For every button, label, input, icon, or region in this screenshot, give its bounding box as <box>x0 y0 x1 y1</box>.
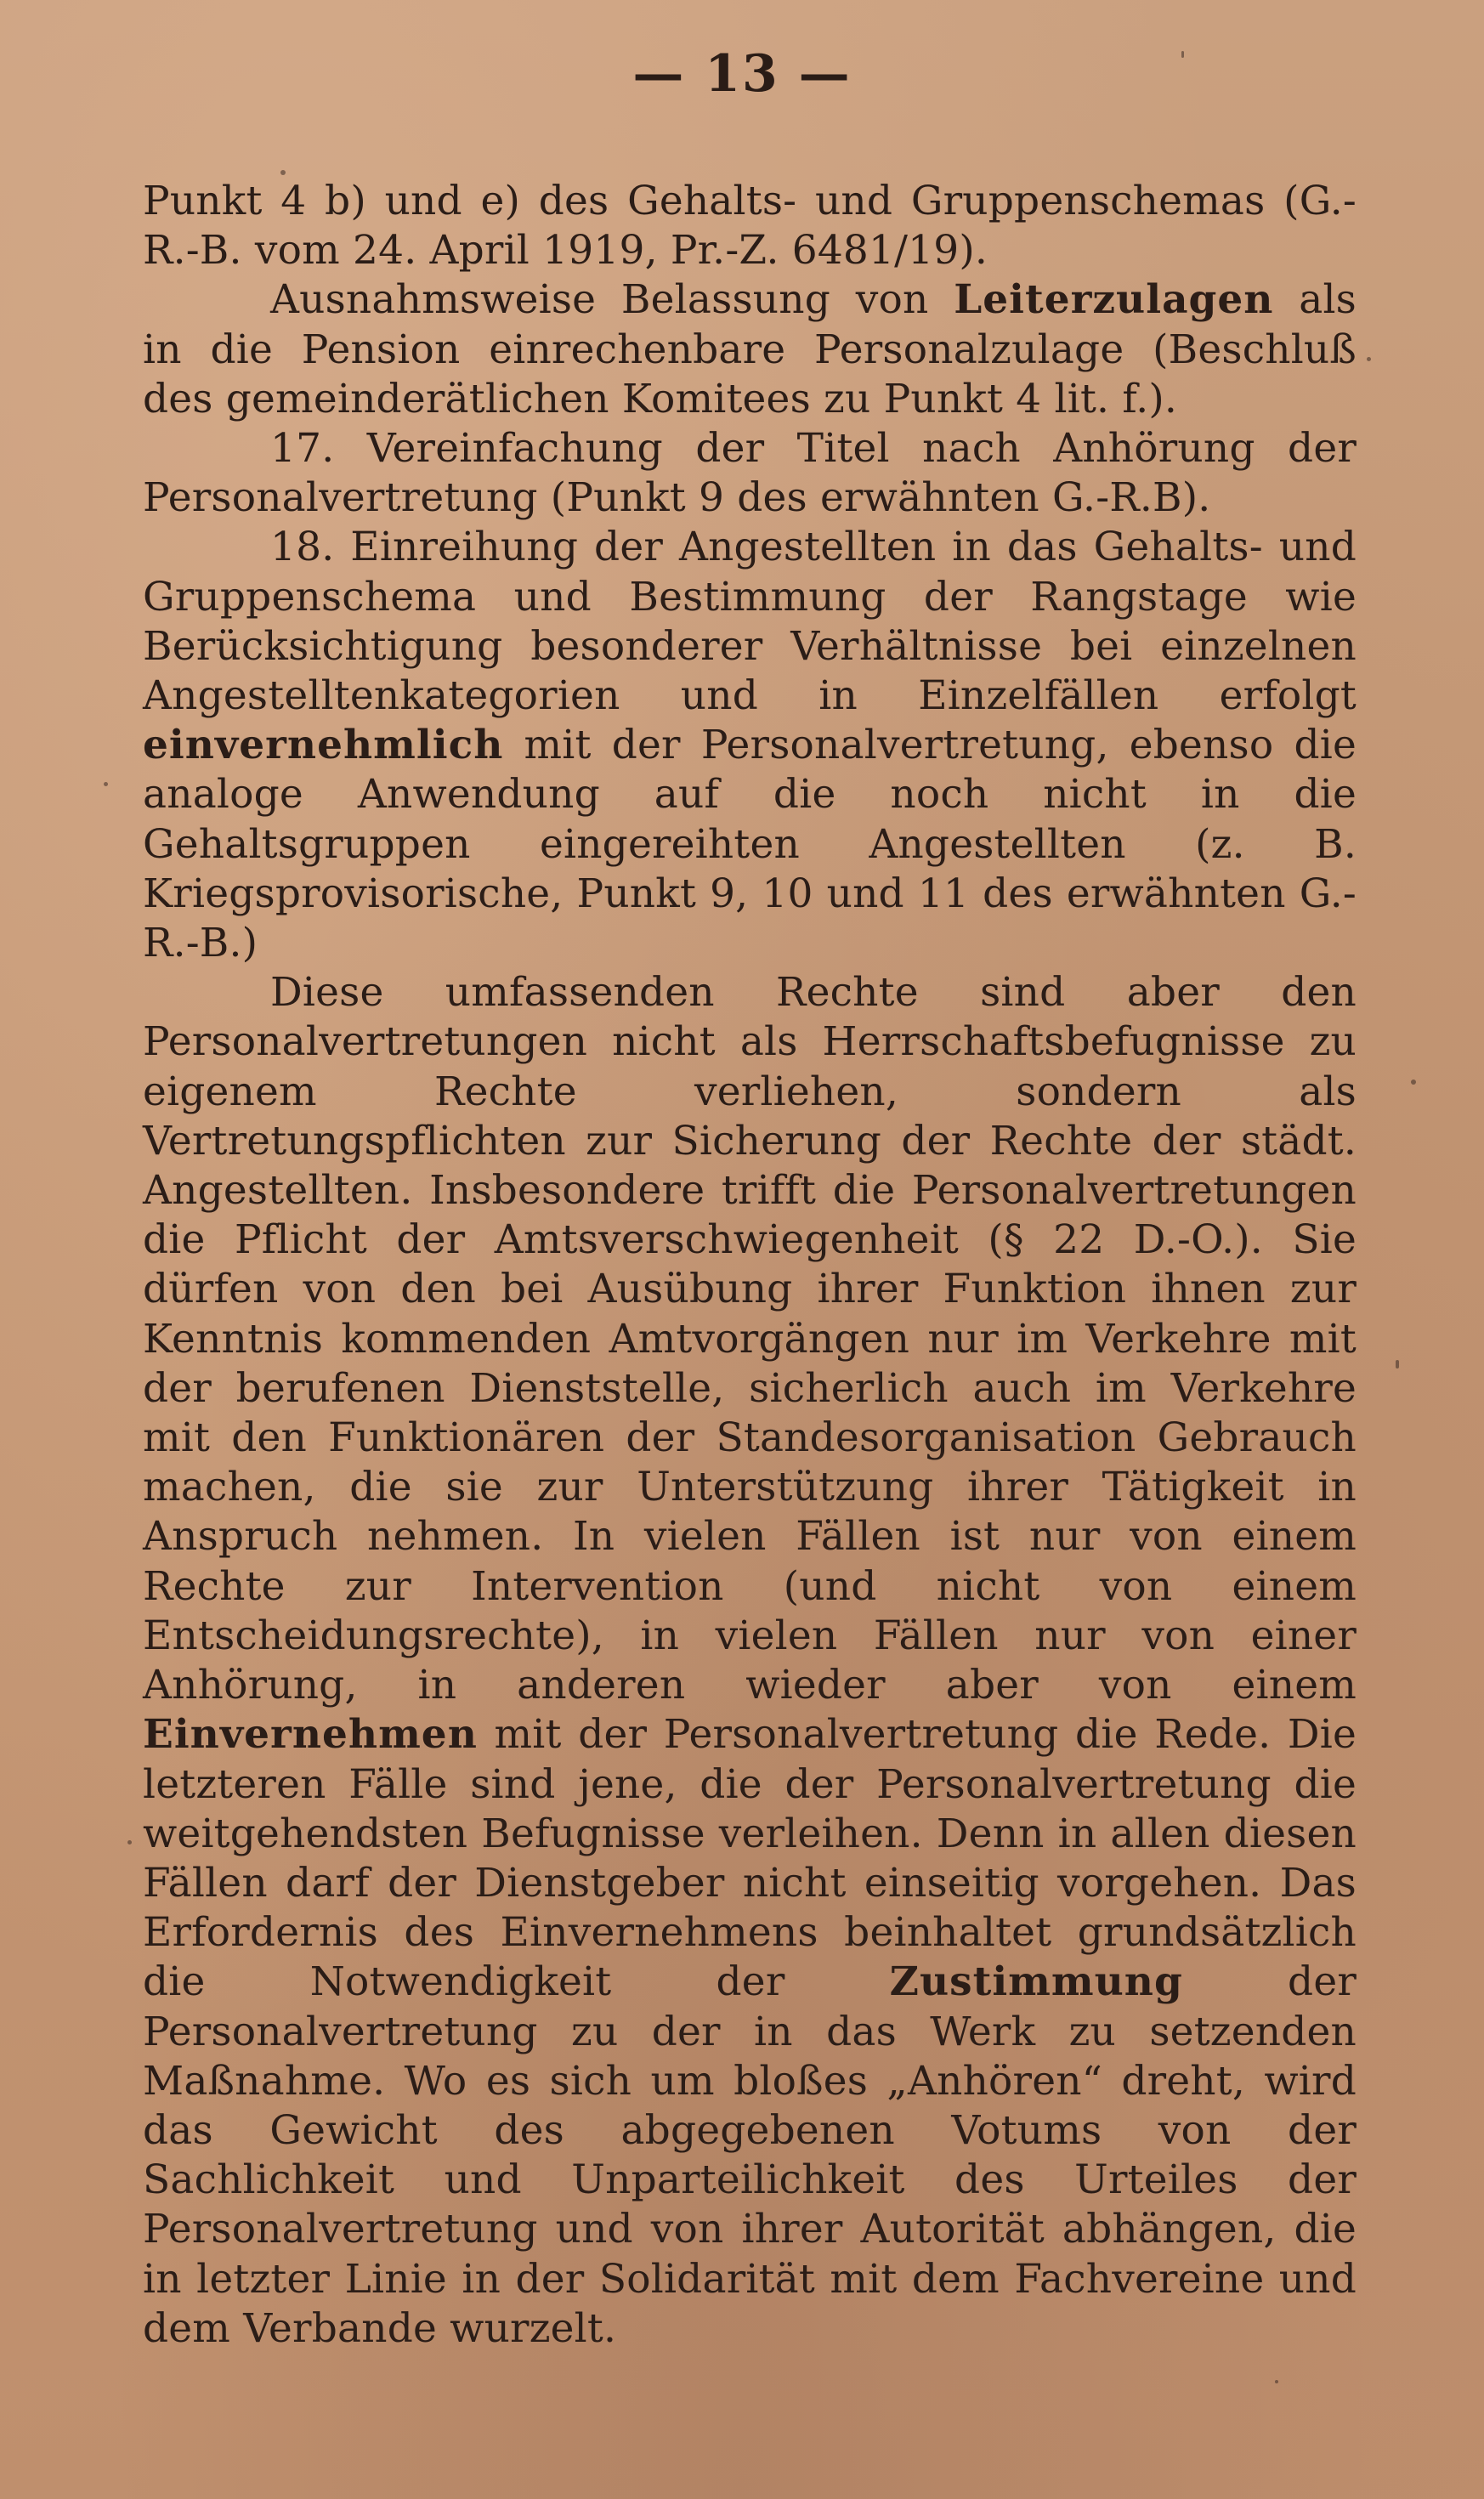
paragraph-rechte <box>143 968 1357 2354</box>
emphasis-leiterzulagen: Leiterzulagen <box>954 276 1274 324</box>
emphasis-einvernehmlich: einvernehmlich <box>143 722 504 769</box>
paragraph-18 <box>143 523 1357 968</box>
text-run: Diese umfassenden Rechte sind aber den Personalvertretungen nicht als Herrschaftsbefugnisse zu eigenem Rechte verliehen, sondern als Vertretungspflichten zur Sicherung der Rechte der städt. Angestellten. Insbesondere trifft die Personalvertretungen die Pflicht der Amtsverschwiegenheit (§ 22 D.-O.). Sie dürfen von den bei Ausübung ihrer Funktion ihnen zur Kenntnis kommenden Amtvorgängen nur im Verkehre mit der berufenen Dienststelle, sicherlich auch im Verkehre mit den Funktionären der Standesorganisation Gebrauch machen, die sie zur Unterstützung ihrer Tätigkeit in Anspruch nehmen. In vielen Fällen ist nur von einem Rechte zur Intervention (und nicht von einem Entscheidungsrechte), in vielen Fällen nur von einer Anhörung, in anderen wieder aber von einem <box>143 969 1357 1709</box>
emphasis-einvernehmen: Einvernehmen <box>143 1711 478 1759</box>
paper-speck <box>104 782 108 786</box>
text-run: Ausnahmsweise Belassung von <box>270 276 954 324</box>
paragraph-leiterzulagen <box>143 275 1357 424</box>
paper-speck <box>1275 2380 1278 2383</box>
page-number: — 13 — <box>632 44 852 104</box>
text-run: mit der Personalvertretung die Rede. Die letzteren Fälle sind jene, die der Personalvertretung die weitgehendsten Befugnisse verleihen. Denn in allen diesen Fällen darf der Dienstgeber nicht einseitig vorgehen. Das Erfordernis des Einvernehmens beinhaltet grundsätzlich die Notwendigkeit der <box>143 1711 1357 2006</box>
body-text <box>143 177 1357 2354</box>
text-run: der Personalvertretung zu der in das Werk zu setzenden Maßnahme. Wo es sich um bloßes „Anhören“ dreht, wird das Gewicht des abgegebenen Votums von der Sachlichkeit und Unparteilichkeit des Urteiles der Personalvertretung und von ihrer Autorität abhängen, die in letzter Linie in der Solidarität mit dem Fachvereine und dem Verbande wurzelt. <box>143 1958 1357 2352</box>
paragraph-17 <box>143 424 1357 523</box>
paper-speck <box>127 1840 132 1844</box>
paper-speck <box>1396 1360 1399 1368</box>
emphasis-zustimmung: Zustimmung <box>889 1958 1183 2006</box>
text-run: mit der Personalvertretung, ebenso die analoge Anwendung auf die noch nicht in die Gehaltsgruppen eingereihten Angestellten (z. B. Kriegsprovisorische, Punkt 9, 10 und 11 des erwähnten G.-R.-B.) <box>143 722 1357 967</box>
text-run: Punkt 4 b) und e) des Gehalts- und Gruppenschemas (G.-R.-B. vom 24. April 1919, Pr.-Z. 6481/19). <box>143 178 1357 275</box>
text-run: 17. Vereinfachung der Titel nach Anhörung der Personalvertretung (Punkt 9 des erwähnten G.-R.B). <box>143 425 1357 522</box>
paragraph-punkt-4b <box>143 177 1357 275</box>
text-run: als in die Pension einrechenbare Personalzulage (Beschluß des gemeinderätlichen Komitees zu Punkt 4 lit. f.). <box>143 276 1357 422</box>
paper-speck <box>1411 1080 1416 1085</box>
text-run: 18. Einreihung der Angestellten in das Gehalts- und Gruppenschema und Bestimmung der Rangstage wie Berücksichtigung besonderer Verhältnisse bei einzelnen Angestelltenkategorien und in Einzelfällen erfolgt <box>143 524 1357 720</box>
paper-speck <box>1367 357 1371 361</box>
paper-speck <box>280 170 286 175</box>
